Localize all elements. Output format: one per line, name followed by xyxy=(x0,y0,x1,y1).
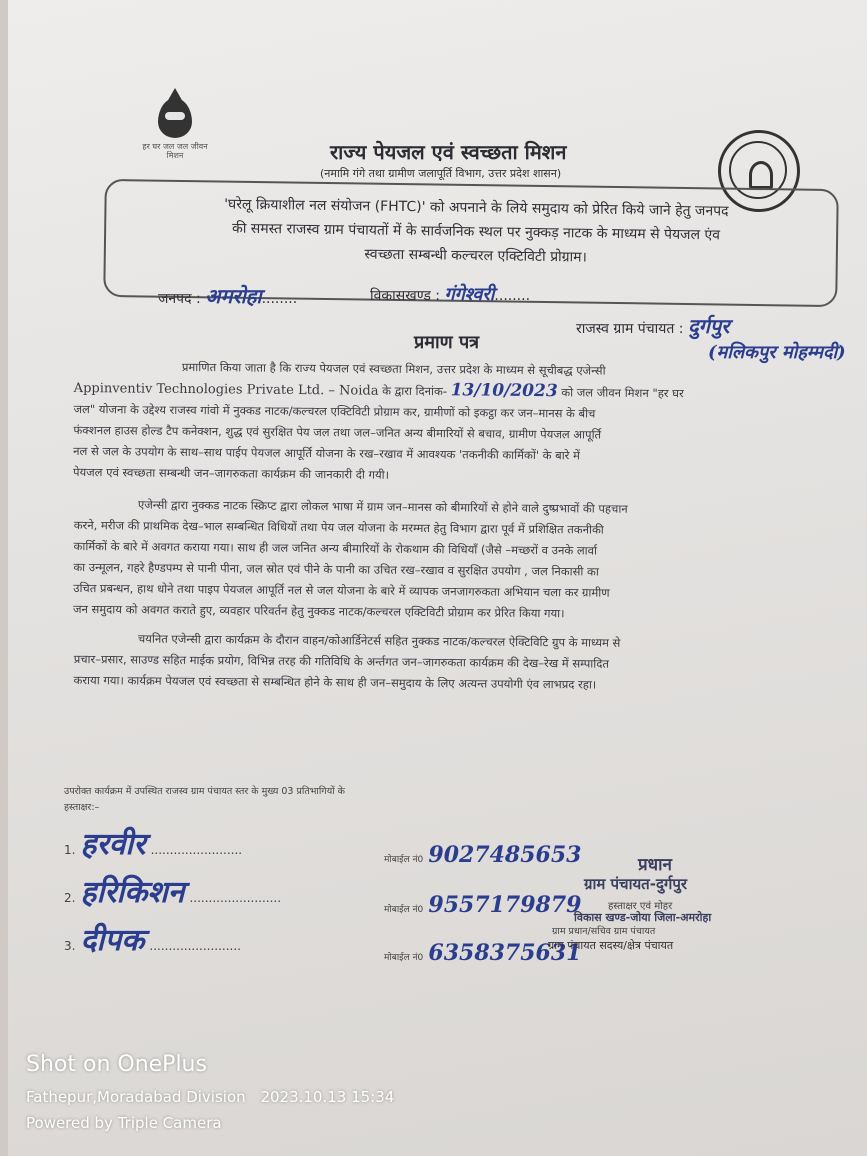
program-date: 13/10/2023 xyxy=(450,380,558,402)
water-drop-icon xyxy=(158,98,192,138)
block-field: विकासखण्ड : गंगेश्वरी........ xyxy=(370,284,531,305)
panchayat-value: दुर्गपुर xyxy=(687,314,730,338)
camera-watermark-location: Fathepur,Moradabad Division 2023.10.13 15:34 xyxy=(26,1088,395,1106)
document-subtitle: (नमामि गंगे तथा ग्रामीण जलापूर्ति विभाग, उत्तर प्रदेश शासन) xyxy=(320,167,562,180)
panchayat-field: राजस्व ग्राम पंचायत : दुर्गपुर xyxy=(576,314,730,338)
mobile-row: मोबाईल नं0 9027485653 xyxy=(384,842,582,868)
certificate-heading: प्रमाण पत्र xyxy=(414,332,480,353)
mobile-number: 6358375631 xyxy=(428,940,582,966)
mobile-row: मोबाईल नं0 6358375631 xyxy=(384,940,582,966)
paragraph-3: चयनित एजेन्सी द्वारा कार्यक्रम के दौरान वाहन/कोआर्डिनेटर्स सहित नुक्कड नाटक/कल्चरल ऐक्टिविटि ग्रुप के माध्यम से प्रचार–प्रसार, साउण्ड सहित माईक प्रयोग, विभिन्न तरह की गतिविधि के अर्न्तगत जन–जागरुकता कार्यक्रम की देख–रेख में सम्पादित कराया गया। कार्यक्रम पेयजल एवं स्वच्छता से सम्बन्धित होने के साथ ही जन–समुदाय के लिए अत्यन्त उपयोगी एंव लाभप्रद रहा। xyxy=(73,631,621,692)
district-value: अमरोहा xyxy=(205,284,262,308)
document-title: राज्य पेयजल एवं स्वच्छता मिशन xyxy=(330,140,567,164)
agency-name: Appinventiv Technologies Private Ltd. – Noida xyxy=(73,380,379,399)
paragraph-2: एजेन्सी द्वारा नुक्कड नाटक स्क्रिप्ट द्वारा लोकल भाषा में ग्राम जन–मानस को बीमारियों से होने वाले दुष्प्रभावों की पहचान करने, मरीज की प्राथमिक देख–भाल सम्बन्धित विधियों तथा पेय जल योजना के मरम्मत हेतु विभाग द्वारा पूर्व में प्रशिक्षित तकनीकी कार्मिकों के बारे में अवगत कराया गया। साथ ही जल जनित अन्य बीमारियों के रोकथाम की विधियाँ (जैसे –मच्छरों व उनके लार्वा का उन्मूलन, गहरे हैण्डपम्प से पानी पीना, जल स्रोत एवं पीने के पानी का उचित रख–रखाव व सुरक्षित उपयोग , जल निकासी का उचित प्रबन्धन, हाथ धोने तथा पाइप पेयजल आपूर्ति नल से जल योजना के बारे में व्यापक जनजागरुकता अभियान चला कर ग्रामीण जन समुदाय को अवगत कराते हुए, व्यवहार परिवर्तन हेतु नुक्कड नाटक/कल्चरल एक्टिविटी प्रोग्राम कर प्रेरित किया गया। xyxy=(72,497,628,621)
district-field: जनपद : अमरोहा........ xyxy=(158,284,298,308)
logo-text: हर घर जल जल जीवन मिशन xyxy=(142,142,208,160)
signatures-intro: उपरोक्त कार्यक्रम में उपस्थित राजस्व ग्राम पंचायत स्तर के मुख्य 03 प्रतिभागियों के हस्ताक्षर:– xyxy=(64,786,345,813)
stamp-pradhan: प्रधान xyxy=(638,855,672,875)
signature-row: 3. दीपक ........................ xyxy=(64,923,241,958)
paragraph-1: प्रमाणित किया जाता है कि राज्य पेयजल एवं स्वच्छता मिशन, उत्तर प्रदेश के माध्यम से सूचीबद्ध एजेन्सी Appinventiv Technologies Private Ltd. – Noida के द्वारा दिनांक- 13/10/2023 को जल जीवन मिशन "हर घर जल" योजना के उद्देश्य राजस्व गांवो में नुक्कड नाटक/कल्चरल एक्टिविटी प्रोग्राम कर, ग्रामीणों को इकट्ठा कर जन–मानस के बीच फंक्शनल हाउस होल्ड टैप कनेक्शन, शुद्ध एवं सुरक्षित पेय जल तथा जल–जनित अन्य बीमारियों से बचाव, ग्रामीण पेयजल आपूर्ति नल से जल के उपयोग के साथ–साथ पाईप पेयजल आपूर्ति योजना के रख–रखाव में आवश्यक 'तकनीकी कार्मिकों' के बारे में पेयजल एवं स्वच्छता सम्बन्धी जन–जागरुकता कार्यक्रम की जानकारी दी गयी। xyxy=(72,359,684,482)
document-page xyxy=(8,0,867,1156)
camera-watermark-title: Shot on OnePlus xyxy=(26,1052,207,1077)
panchayat-extra-value: (मलिकपुर मोहम्मदी) xyxy=(708,342,846,363)
program-description: 'घरेलू क्रियाशील नल संयोजन (FHTC)' को अपनाने के लिये समुदाय को प्रेरित किये जाने हेतु जनपद की समस्त राजस्व ग्राम पंचायतों में के सार्वजनिक स्थल पर नुक्कड़ नाटक के माध्यम से पेयजल एंव स्वच्छता सम्बन्धी कल्चरल एक्टिविटी प्रोग्राम। xyxy=(224,196,729,266)
signature-row: 2. हरिकिशन ........................ xyxy=(64,875,282,910)
stamp-member-label: ग्राम पंचायत सदस्य/क्षेत्र पंचायत xyxy=(548,939,674,952)
participant-signature: हरिकिशन xyxy=(80,875,185,910)
participant-signature: दीपक xyxy=(80,923,145,958)
mobile-row: मोबाईल नं0 9557179879 xyxy=(384,892,582,918)
stamp-designation: ग्राम प्रधान/सचिव ग्राम पंचायत xyxy=(552,926,656,937)
stamp-panchayat: ग्राम पंचायत-दुर्गपुर xyxy=(584,875,688,893)
signature-row: 1. हरवीर ........................ xyxy=(64,827,243,862)
jal-jeevan-mission-logo xyxy=(140,98,210,160)
block-value: गंगेश्वरी xyxy=(444,284,495,305)
mobile-number: 9557179879 xyxy=(428,892,582,918)
camera-watermark-powered: Powered by Triple Camera xyxy=(26,1114,222,1132)
participant-signature: हरवीर xyxy=(80,827,146,862)
stamp-sign-label: हस्ताक्षर एवं मोहर xyxy=(608,901,673,912)
mobile-number: 9027485653 xyxy=(428,842,582,868)
stamp-block: विकास खण्ड-जोया जिला-अमरोहा xyxy=(574,911,712,924)
